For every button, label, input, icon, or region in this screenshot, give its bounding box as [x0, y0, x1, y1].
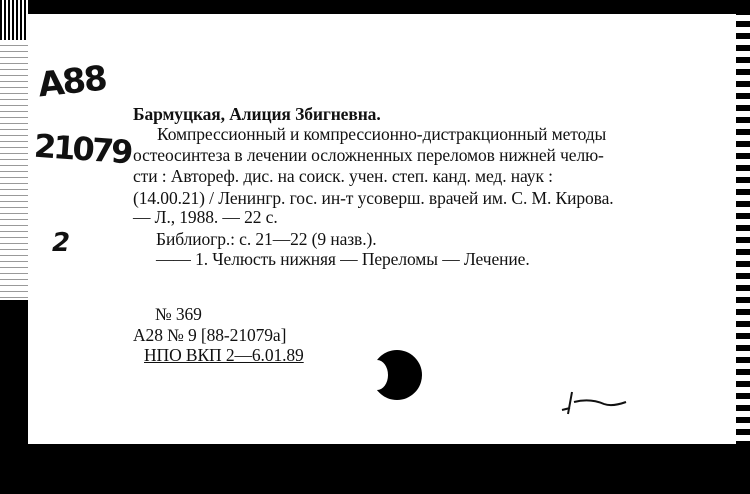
ink-stamp-notch: [366, 360, 388, 390]
card-title-line-2: остеосинтеза в лечении осложненных переломов нижней челю-: [133, 145, 604, 165]
card-year-pages: — Л., 1988. — 22 с.: [133, 207, 278, 227]
scan-top-border: [28, 0, 750, 14]
scan-right-edge: [736, 14, 750, 444]
card-author: Бармуцкая, Алиция Збигневна.: [133, 104, 381, 124]
scan-bottom-border: [0, 444, 750, 494]
handwritten-mark: 2: [52, 228, 71, 258]
scan-edge-dots: [0, 0, 30, 40]
card-title-line-3: сти : Автореф. дис. на соиск. учен. степ. канд. мед. наук :: [133, 166, 553, 186]
card-shelfmark: А28 № 9 [88-21079а]: [133, 325, 287, 345]
scan-left-edge: [0, 0, 30, 494]
scan-edge-texture: [0, 0, 30, 300]
card-title-line-1: Компрессионный и компрессионно-дистракционный методы: [157, 124, 607, 144]
card-record-number: № 369: [155, 304, 202, 324]
ink-stamp-blot: [372, 350, 422, 400]
card-subject-headings: —— 1. Челюсть нижняя — Переломы — Лечение.: [156, 249, 530, 269]
card-bibliography: Библиогр.: с. 21—22 (9 назв.).: [156, 229, 377, 249]
card-publisher-line: (14.00.21) / Ленингр. гос. ин-т усоверш. врачей им. С. М. Кирова.: [133, 188, 614, 208]
signature-scribble: [560, 388, 630, 418]
handwritten-code: A88: [36, 58, 108, 106]
handwritten-number: 21079: [32, 126, 132, 172]
card-npo-stamp-line: НПО ВКП 2—6.01.89: [144, 345, 304, 365]
